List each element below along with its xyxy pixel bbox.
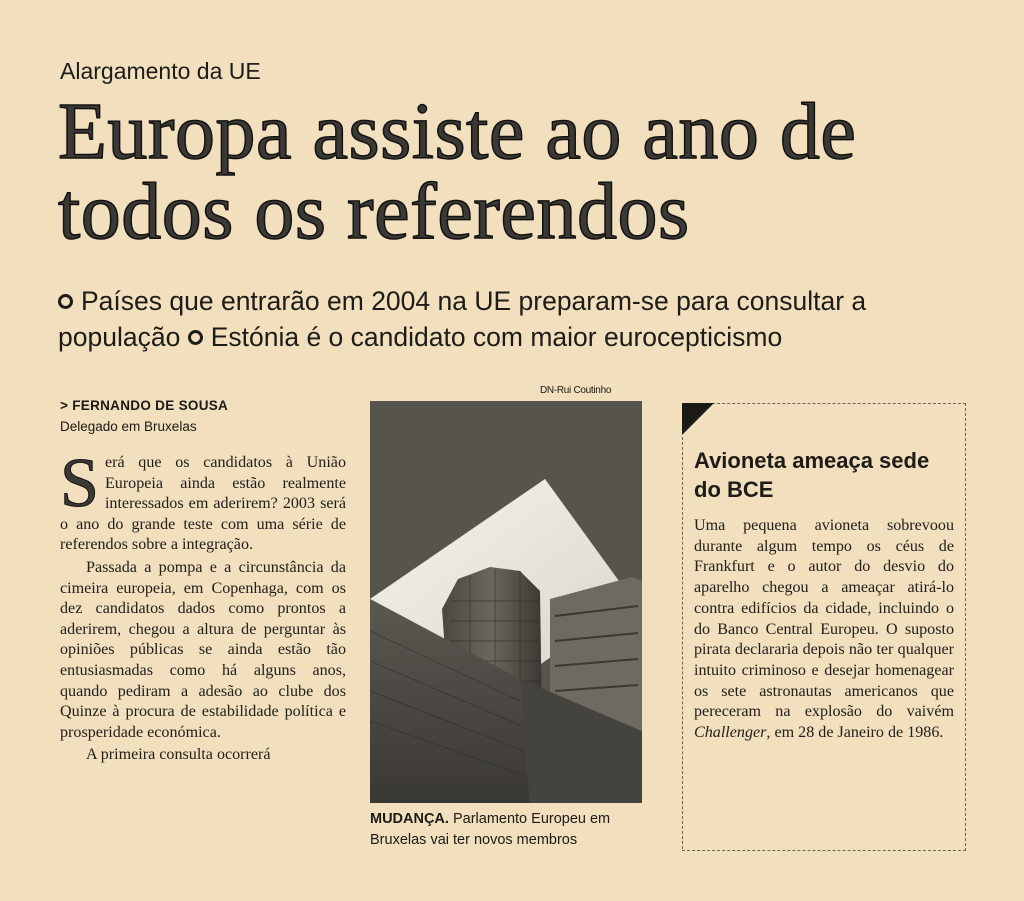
corner-triangle-icon (682, 403, 714, 435)
sidebar-body (694, 516, 954, 744)
photo-credit: DN-Rui Coutinho (540, 385, 612, 396)
caption-text: Parlamento Europeu em Bruxelas vai ter novos membros (370, 811, 611, 848)
sidebar-title: Avioneta ameaça sede do BCE (694, 448, 930, 502)
lead-point-1: Países que entrarão em 2004 na UE preparam-se para consultar a população (58, 286, 867, 352)
article-paragraph (60, 453, 346, 556)
author-byline: > FERNANDO DE SOUSA (60, 398, 229, 413)
article-body (60, 453, 346, 851)
headline: Europa assiste ao ano de todos os referendos (58, 88, 857, 256)
sidebar-left-rule (682, 437, 684, 849)
sidebar-text: Uma pequena avioneta sobrevoou durante algum tempo os céus de Frankfurt e o autor do desvio do aparelho chegou a ameaçar atirá-lo contra edifícios da cidade, incluindo o do Banco Central Europeu. O suposto pirata declararia depois não ter qualquer intuito criminoso e desejar homenagear os sete astronautas americanos que pereceram na explosão do vaivém (694, 517, 954, 721)
photo-caption (370, 809, 650, 851)
lead-point-2: Estónia é o candidato com maior eurocepticismo (210, 322, 783, 352)
sidebar-text-end: , em 28 de Janeiro de 1986. (766, 724, 944, 742)
parliament-photo (370, 401, 642, 803)
building-illustration (370, 401, 642, 803)
bullet-icon (58, 294, 73, 309)
section-kicker: Alargamento da UE (60, 58, 261, 84)
author-role: Delegado em Bruxelas (60, 419, 197, 434)
caption-label: MUDANÇA. (370, 811, 449, 827)
article-paragraph: Passada a pompa e a circunstância da cimeira europeia, em Copenhaga, com os dez candidatos dados como prontos a aderirem, chegou a altura de perguntar às opiniões públicas se ainda estão tão entusiasmadas como há alguns anos, quando pediram a adesão ao clube dos Quinze à procura de estabilidade política e prosperidade económica. (60, 558, 346, 741)
lead-summary (58, 283, 988, 355)
article-paragraph: A primeira consulta ocorrerá (86, 746, 271, 764)
drop-cap: S (60, 453, 99, 522)
bullet-icon (188, 330, 203, 345)
sidebar-italic-text: Challenger (694, 724, 767, 742)
paragraph-text: erá que os candidatos à União Europeia ainda estão realmente interessados em aderirem? 2003 será o ano do grande teste com uma série de referendos sobre a integração. (60, 454, 346, 554)
